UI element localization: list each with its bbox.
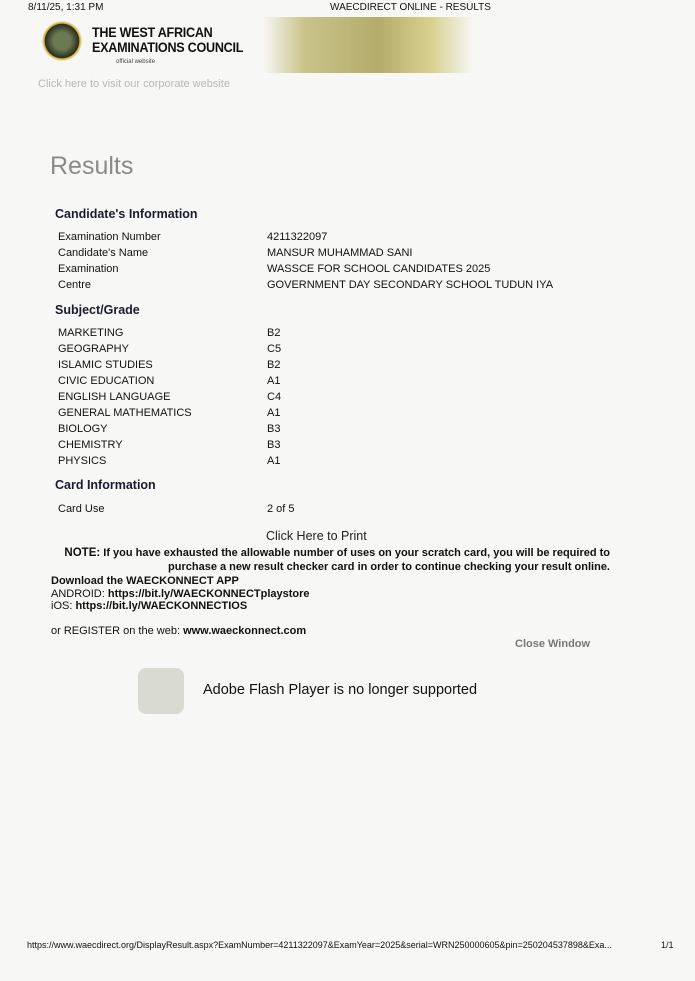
candidate-info-heading: Candidate's Information (55, 207, 198, 221)
grade-row (58, 439, 618, 455)
grade: B2 (267, 359, 281, 371)
print-link[interactable]: Click Here to Print (266, 529, 367, 543)
subject-grade-heading: Subject/Grade (55, 303, 140, 317)
grade: A1 (267, 375, 281, 387)
info-row (58, 231, 618, 247)
subject: PHYSICS (58, 455, 107, 467)
register-label: or REGISTER on the web: (51, 625, 184, 637)
grade: C4 (267, 391, 282, 403)
banner-image (263, 17, 473, 73)
note-line1: If you have exhausted the allowable number of uses on your scratch card, you will be required to (103, 547, 610, 559)
corporate-website-link[interactable]: Click here to visit our corporate website (38, 78, 230, 90)
subject: GENERAL MATHEMATICS (58, 407, 192, 419)
org-name (92, 25, 243, 55)
android-label: ANDROID: (51, 588, 108, 600)
info-value: WASSCE FOR SCHOOL CANDIDATES 2025 (267, 263, 491, 275)
subject: ISLAMIC STUDIES (58, 359, 153, 371)
info-row (58, 263, 618, 279)
print-page-number: 1/1 (661, 940, 674, 950)
subject: CIVIC EDUCATION (58, 375, 155, 387)
info-label: Examination Number (58, 231, 161, 243)
grade-row (58, 327, 618, 343)
close-window-link[interactable]: Close Window (515, 638, 591, 650)
org-line1: THE WEST AFRICAN (92, 24, 213, 40)
info-value: GOVERNMENT DAY SECONDARY SCHOOL TUDUN IYA (267, 279, 554, 291)
grade: A1 (267, 407, 281, 419)
waec-banner[interactable] (38, 17, 438, 73)
subject: MARKETING (58, 327, 124, 339)
subject: CHEMISTRY (58, 439, 123, 451)
grade: C5 (267, 343, 282, 355)
download-app-text: Download the WAECKONNECT APP (51, 575, 239, 587)
info-value: 4211322097 (267, 231, 328, 243)
waec-logo-icon (42, 21, 82, 61)
grade: B3 (267, 423, 281, 435)
grade-row (58, 423, 618, 439)
page-title: Results (50, 152, 134, 180)
grade-row (58, 343, 618, 359)
grade: B3 (267, 439, 281, 451)
info-label: Candidate's Name (58, 247, 149, 259)
subject: ENGLISH LANGUAGE (58, 391, 171, 403)
grade-row (58, 359, 618, 375)
grade: B2 (267, 327, 281, 339)
info-value: MANSUR MUHAMMAD SANI (267, 247, 413, 259)
info-label: Examination (58, 263, 119, 275)
grade-row (58, 455, 618, 471)
info-label: Centre (58, 279, 92, 291)
card-use-value: 2 of 5 (267, 503, 295, 515)
card-info-heading: Card Information (55, 478, 156, 492)
note (50, 546, 610, 574)
note-line2: purchase a new result checker card in order to continue checking your result online. (168, 561, 610, 573)
tagline: official website (116, 59, 155, 65)
plugin-puzzle-icon (138, 668, 184, 714)
org-line2: EXAMINATIONS COUNCIL (92, 39, 244, 55)
print-footer-url: https://www.waecdirect.org/DisplayResult.aspx?ExamNumber=4211322097&ExamYear=2025&serial=WRN250000605&pin=250204537898&Exa... (27, 940, 612, 950)
info-row (58, 279, 618, 295)
ios-label: iOS: (51, 600, 76, 612)
info-row (58, 247, 618, 263)
subject: GEOGRAPHY (58, 343, 129, 355)
ios-link[interactable]: https://bit.ly/WAECKONNECTIOS (75, 600, 248, 612)
flash-unsupported-message: Adobe Flash Player is no longer supported (203, 682, 478, 698)
grade-row (58, 375, 618, 391)
note-label: NOTE: (64, 547, 101, 559)
print-datetime: 8/11/25, 1:31 PM (28, 2, 104, 13)
card-use-label: Card Use (58, 503, 105, 515)
android-link[interactable]: https://bit.ly/WAECKONNECTplaystore (107, 588, 310, 600)
register-link[interactable]: www.waeckonnect.com (183, 625, 307, 637)
subject: BIOLOGY (58, 423, 108, 435)
card-row (58, 503, 618, 519)
grade-row (58, 407, 618, 423)
grade-row (58, 391, 618, 407)
print-page-title: WAECDIRECT ONLINE - RESULTS (330, 2, 491, 13)
grade: A1 (267, 455, 281, 467)
